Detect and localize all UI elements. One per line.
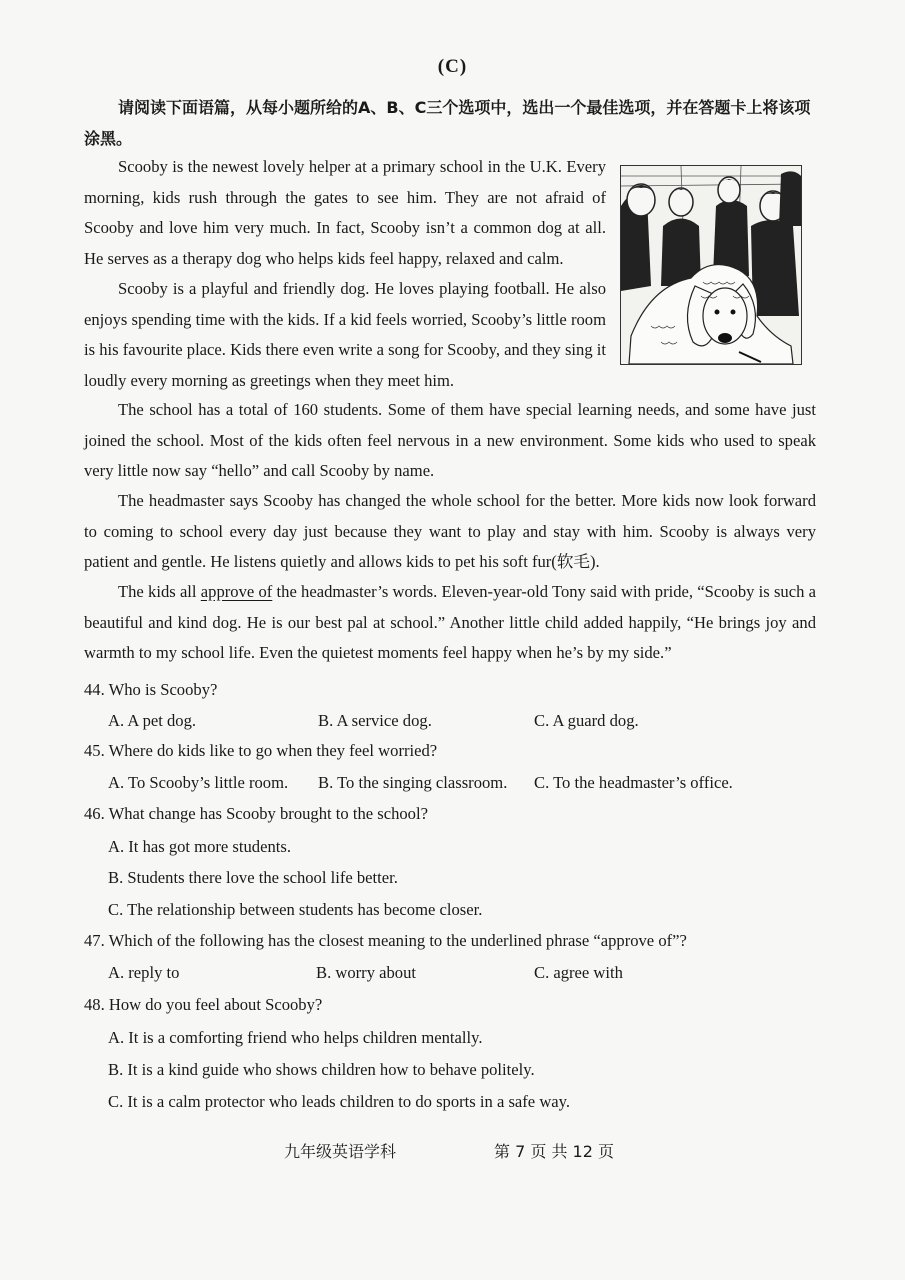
paragraph-5-rest: the headmaster’s words. Eleven-year-old Tony said with pride, “Scooby is such a beautiful and kind dog. He is our best pal at school.” Another little child added happily, “He brings joy and warmth to my school life. Even the quietest moments feel happy when he’s by my side.” [84, 582, 816, 662]
question-45-option-a[interactable]: A. To Scooby’s little room. [108, 773, 289, 792]
question-46-option-c[interactable]: C. The relationship between students has become closer. [108, 900, 483, 919]
dog-and-children-illustration [621, 166, 801, 364]
passage-paragraph-4: The headmaster says Scooby has changed the whole school for the better. More kids now look forward to coming to school every day just because they want to play and stay with him. Scooby is always very patient and gentle. He listens quietly and allows kids to pet his soft fur(软毛). [84, 491, 816, 571]
passage-illustration [620, 165, 802, 365]
question-48-option-c[interactable]: C. It is a calm protector who leads children to do sports in a safe way. [108, 1092, 571, 1111]
underlined-phrase: approve of [200, 582, 273, 601]
instructions: 请阅读下面语篇，从每小题所给的A、B、C三个选项中，选出一个最佳选项，并在答题卡上将该项涂黑。 [84, 98, 811, 148]
question-47-option-b[interactable]: B. worry about [316, 963, 417, 982]
footer-page-number: 第 7 页 共 12 页 [494, 1142, 614, 1161]
question-44-option-b[interactable]: B. A service dog. [318, 711, 432, 730]
question-46-option-a[interactable]: A. It has got more students. [108, 837, 291, 856]
question-46: 46. What change has Scooby brought to the school? [84, 804, 428, 823]
question-48-option-b[interactable]: B. It is a kind guide who shows children how to behave politely. [108, 1060, 535, 1079]
section-title: (C) [437, 56, 468, 77]
question-44: 44. Who is Scooby? [84, 680, 218, 699]
question-48: 48. How do you feel about Scooby? [84, 995, 323, 1014]
passage-paragraph-3: The school has a total of 160 students. Some of them have special learning needs, and some have just joined the school. Most of the kids often feel nervous in a new environment. Some kids who used to speak very little now say “hello” and call Scooby by name. [84, 400, 816, 480]
question-48-option-a[interactable]: A. It is a comforting friend who helps children mentally. [108, 1028, 483, 1047]
question-45: 45. Where do kids like to go when they feel worried? [84, 741, 438, 760]
question-44-option-a[interactable]: A. A pet dog. [108, 711, 197, 730]
passage-paragraph-1: Scooby is the newest lovely helper at a primary school in the U.K. Every morning, kids rush through the gates to see him. They are not afraid of Scooby and love him very much. In fact, Scooby isn’t a common dog at all. He serves as a therapy dog who helps kids feel happy, relaxed and calm. [84, 157, 606, 268]
passage-paragraph-5 [84, 577, 816, 669]
question-47: 47. Which of the following has the closest meaning to the underlined phrase “approve of”? [84, 931, 687, 950]
question-47-option-a[interactable]: A. reply to [108, 963, 180, 982]
footer-subject: 九年级英语学科 [284, 1142, 397, 1161]
question-45-option-c[interactable]: C. To the headmaster’s office. [534, 773, 733, 792]
question-44-option-c[interactable]: C. A guard dog. [534, 711, 639, 730]
question-45-option-b[interactable]: B. To the singing classroom. [318, 773, 508, 792]
question-46-option-b[interactable]: B. Students there love the school life better. [108, 868, 398, 887]
paragraph-5-lead: The kids all [118, 582, 201, 601]
question-47-option-c[interactable]: C. agree with [534, 963, 623, 982]
passage-paragraph-2: Scooby is a playful and friendly dog. He loves playing football. He also enjoys spending time with the kids. If a kid feels worried, Scooby’s little room is his favourite place. Kids there even write a song for Scooby, and they sing it loudly every morning as greetings when they meet him. [84, 279, 606, 390]
